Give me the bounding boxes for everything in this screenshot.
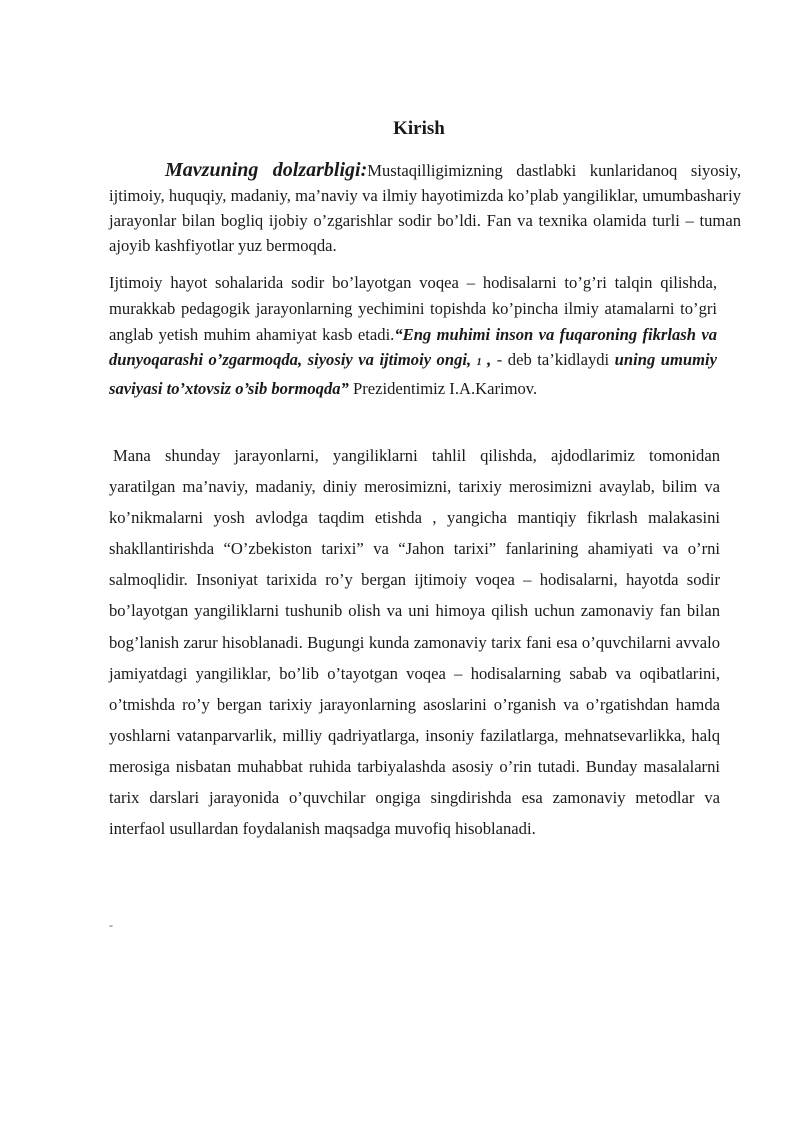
paragraph-main: Mana shunday jarayonlarni, yangiliklarni tahlil qilishda, ajdodlarimiz tomonidan yaratilgan ma’naviy, madaniy, diniy merosimizni, tarixiy merosimizni avaylab, bilim va ko’nikmalarni yosh avlodga taqdim etishda , yangicha mantiqiy fikrlash malakasini shakllantirishda “O’zbekiston tarixi” va “Jahon tarixi” fanlarining ahamiyati va o’rni salmoqlidir. Insoniyat tarixida ro’y bergan ijtimoiy voqea – hodisalarni, hayotda sodir bo’layotgan yangiliklarni tushunib olish va uni himoya qilish uchun zamonaviy fan bilan bog’lanish zarur hisoblanadi. Bugungi kunda zamonaviy tarix fani esa o’quvchilarni avvalo jamiyatdagi yangiliklar, bo’lib o’tayotgan voqea – hodisalarning sabab va oqibatlarini, o’tmishda ro’y bergan tarixiy jarayonlarning asoslarini o’rganish va o’rgatishdan hamda yoshlarni vatanparvarlik, milliy qadriyatlarga, insoniy fazilatlarga, mehnatsevarlikka, halq merosiga nisbatan muhabbat ruhida tarbiyalashda asosiy o’rin tutadi. Bunday masalalarni tarix darslari jarayonida o’quvchilar ongiga singdirishda esa zamonaviy metodlar va interfaol usullardan foydalanish maqsadga muvofiq hisoblanadi.	[109, 446, 720, 839]
relevance-text: Mustaqilligimizning dastlabki kunlaridanoq siyosiy, ijtimoiy, huquqiy, madaniy, ma’naviy va ilmiy hayotimizda ko’plab yangiliklar, umumbashariy jarayonlar bilan bogliq ijobiy o’zgarishlar sodir bo’ldi. Fan va texnika olamida turli – tuman ajoyib kashfiyotlar yuz bermoqda.	[109, 161, 741, 255]
footnote-marker[interactable]: 1	[476, 357, 482, 369]
relevance-heading: Mavzuning dolzarbligi:	[165, 159, 368, 181]
quote-author-text: Prezidentimiz I.A.Karimov.	[348, 379, 538, 399]
quote-intro-text: Ijtimoiy hayot sohalarida sodir bo’layotgan voqea – hodisalarni to’g’ri talqin qilishda, murakkab pedagogik jarayonlarning yechimini topishda ko’pincha ilmiy atamalarni to’gri anglab yetish muhim ahamiyat kasb etadi.	[109, 273, 717, 344]
quote-part-one-end: ,	[487, 350, 492, 370]
paragraph-relevance	[109, 158, 741, 258]
paragraph-quote	[109, 270, 717, 402]
page-title: Kirish	[393, 118, 445, 139]
quote-part-one: “Eng muhimi inson va fuqaroning fikrlash va dunyoqarashi o’zgarmoqda, siyosiy va ijtimoiy ongi,	[109, 324, 718, 370]
quote-attribution-text: - deb ta’kidlaydi	[491, 350, 615, 370]
quote-part-two: uning umumiy saviyasi to’xtovsiz o’sib bormoqda”	[109, 350, 717, 399]
trailing-mark: -	[109, 918, 113, 932]
